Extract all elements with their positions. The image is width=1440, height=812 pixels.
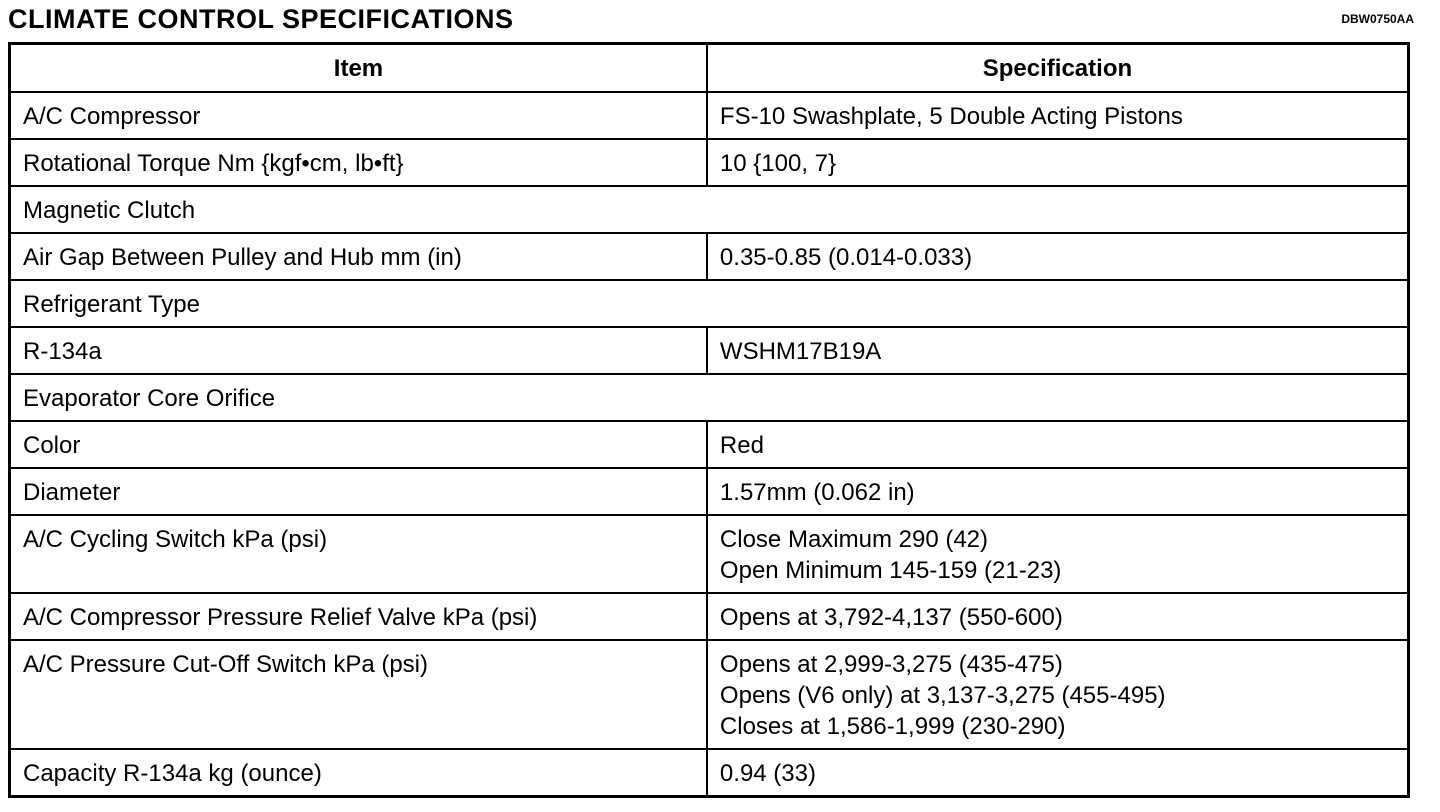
specification-cell xyxy=(707,640,1409,749)
section-heading-cell: Evaporator Core Orifice xyxy=(10,374,1409,421)
specification-cell xyxy=(707,327,1409,374)
specifications-table xyxy=(8,42,1410,798)
specification-line: Closes at 1,586-1,999 (230-290) xyxy=(719,713,1066,740)
specification-cell xyxy=(707,749,1409,797)
table-row xyxy=(10,374,1409,421)
item-cell: A/C Cycling Switch kPa (psi) xyxy=(10,515,707,593)
table-body xyxy=(10,92,1409,797)
table-row xyxy=(10,421,1409,468)
table-row xyxy=(10,327,1409,374)
table-row xyxy=(10,280,1409,327)
specification-line: Opens at 3,792-4,137 (550-600) xyxy=(719,604,1063,631)
table-row xyxy=(10,640,1409,749)
specification-line: FS-10 Swashplate, 5 Double Acting Pistons xyxy=(719,103,1183,130)
table-row xyxy=(10,749,1409,797)
item-cell: A/C Pressure Cut-Off Switch kPa (psi) xyxy=(10,640,707,749)
specification-cell xyxy=(707,468,1409,515)
item-cell: Capacity R-134a kg (ounce) xyxy=(10,749,707,797)
specification-line: WSHM17B19A xyxy=(719,338,882,365)
document-header xyxy=(8,2,1414,38)
table-header-row xyxy=(10,44,1409,93)
specification-cell xyxy=(707,421,1409,468)
item-cell: R-134a xyxy=(10,327,707,374)
item-cell: Diameter xyxy=(10,468,707,515)
specification-line: Open Minimum 145-159 (21-23) xyxy=(719,557,1062,584)
column-header-specification: Specification xyxy=(707,44,1409,93)
specification-line: Opens (V6 only) at 3,137-3,275 (455-495) xyxy=(719,682,1166,709)
table-row xyxy=(10,139,1409,186)
section-heading-cell: Refrigerant Type xyxy=(10,280,1409,327)
column-header-item: Item xyxy=(10,44,707,93)
item-cell: Color xyxy=(10,421,707,468)
specification-cell xyxy=(707,515,1409,593)
specification-cell xyxy=(707,593,1409,640)
specification-line: 10 {100, 7} xyxy=(719,150,837,177)
item-cell: A/C Compressor Pressure Relief Valve kPa (psi) xyxy=(10,593,707,640)
document-code: DBW0750AA xyxy=(1341,12,1414,26)
item-cell: Rotational Torque Nm {kgf•cm, lb•ft} xyxy=(10,139,707,186)
specification-cell xyxy=(707,139,1409,186)
specification-line: Red xyxy=(719,432,764,459)
specification-cell xyxy=(707,92,1409,139)
table-row xyxy=(10,92,1409,139)
specification-line: 1.57mm (0.062 in) xyxy=(719,479,915,506)
table-row xyxy=(10,515,1409,593)
specification-cell xyxy=(707,233,1409,280)
specification-line: 0.94 (33) xyxy=(719,760,816,787)
table-row xyxy=(10,233,1409,280)
specification-line: 0.35-0.85 (0.014-0.033) xyxy=(719,244,973,271)
page-title: CLIMATE CONTROL SPECIFICATIONS xyxy=(8,4,514,34)
table-row xyxy=(10,468,1409,515)
specification-line: Opens at 2,999-3,275 (435-475) xyxy=(719,651,1063,678)
item-cell: A/C Compressor xyxy=(10,92,707,139)
specification-line: Close Maximum 290 (42) xyxy=(719,526,989,553)
item-cell: Air Gap Between Pulley and Hub mm (in) xyxy=(10,233,707,280)
table-row xyxy=(10,186,1409,233)
table-row xyxy=(10,593,1409,640)
section-heading-cell: Magnetic Clutch xyxy=(10,186,1409,233)
